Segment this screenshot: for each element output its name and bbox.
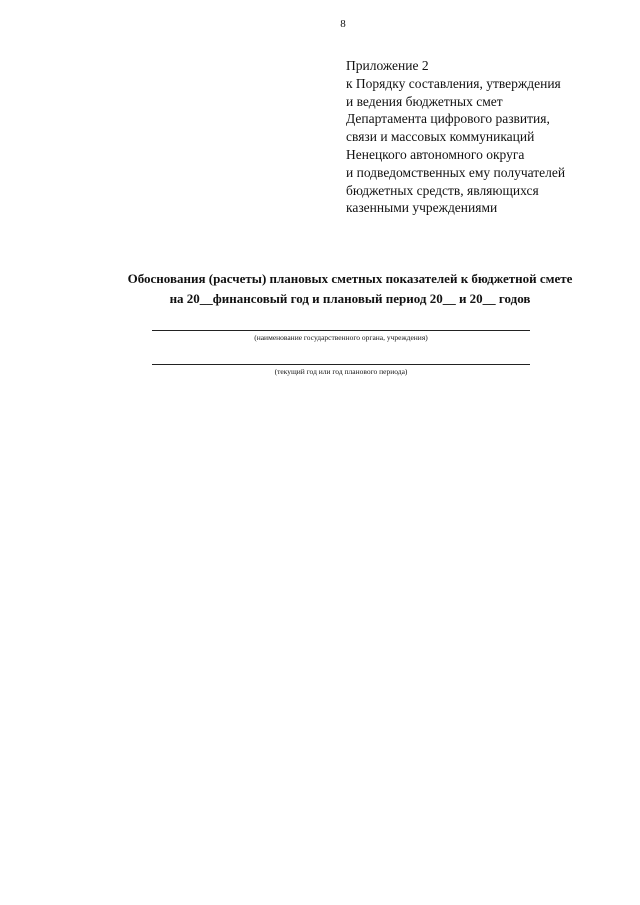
appendix-line: и ведения бюджетных смет [346,93,503,109]
document-title-line-2: на 20__финансовый год и плановый период 20__ и 20__ годов [169,291,531,306]
year-underline [152,364,530,365]
organization-name-field [152,330,530,342]
appendix-line: Ненецкого автономного округа [346,146,525,162]
year-field [152,364,530,376]
appendix-header [346,57,626,217]
appendix-line: бюджетных средств, являющихся [346,182,539,198]
page-number: 8 [340,18,346,30]
appendix-line: Департамента цифрового развития, [346,111,550,127]
appendix-line: и подведомственных ему получателей [346,164,566,180]
appendix-line-title: Приложение 2 [346,58,429,73]
appendix-line: казенными учреждениями [346,200,498,216]
appendix-line: связи и массовых коммуникаций [346,129,535,145]
document-title-line-1: Обоснования (расчеты) плановых сметных показателей к бюджетной смете [127,271,573,286]
document-title [60,269,640,309]
organization-name-caption: (наименование государственного органа, учреждения) [254,333,428,342]
appendix-line: к Порядку составления, утверждения [346,75,561,91]
year-caption: (текущий год или год планового периода) [274,367,408,376]
organization-name-underline [152,330,530,331]
